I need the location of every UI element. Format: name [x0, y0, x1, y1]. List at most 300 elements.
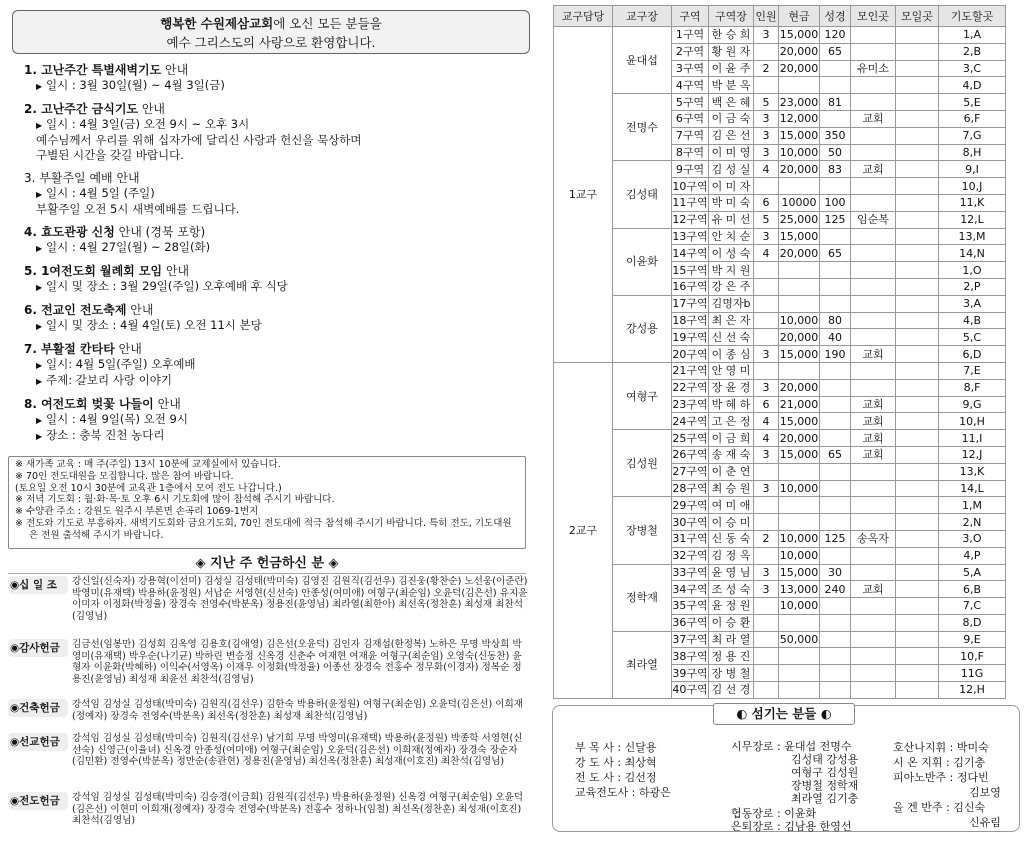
district-cell: 13구역: [672, 229, 708, 243]
district-cell: 35구역: [672, 599, 708, 613]
prayer-cell: 8,F: [939, 379, 1006, 396]
prayer-cell: 13,M: [939, 228, 1006, 245]
offering-names: 김금선(임봉만) 김성회 김옥영 김용호(김애영) 김은선(오윤덕) 김인자 김재섭(한정복) 노하은 무명 박상희 박영미(유재택) 박우순(나기균) 박하린 변승정 신옥경 신춘수 여재현 여재윤 여형구(최순임) 오영숙(신동찬) 윤형자 이윤화(박혜하) 이익수(서영옥) 이재우 이정화(박정율) 이종선 장경숙 전홍수 정무화(이경자) 정복순 정용진(윤영님) 최성재 최윤선 최찬석(김영님): [72, 639, 522, 685]
count-cell: [754, 514, 779, 531]
offering-cell: 20,000: [779, 61, 819, 75]
met-place-cell: [851, 144, 896, 161]
count-cell: [754, 463, 779, 480]
meet-place-cell: [896, 446, 939, 463]
count-cell: [754, 547, 779, 564]
bible-cell: [820, 480, 851, 497]
triangle-bullet-icon: ▶: [36, 283, 43, 292]
parish-table: [553, 5, 1006, 699]
district-leader-cell: 박 분 옥: [709, 77, 754, 94]
bible-cell: [820, 665, 851, 682]
usher-line: 장병철 정학재: [791, 779, 859, 792]
offering-cell: 15,000: [779, 414, 819, 428]
count-cell: 3: [754, 581, 779, 598]
met-place-cell: [851, 27, 896, 44]
meet-place-cell: [896, 127, 939, 144]
district-leader-cell: 송 재 숙: [709, 446, 754, 463]
prayer-cell: 11,I: [939, 430, 1006, 447]
welcome-line2: 예수 그리스도의 사랑으로 환영합니다.: [166, 35, 376, 50]
district-leader-cell: 고 은 정: [709, 413, 754, 430]
district-cell: 4구역: [672, 77, 709, 94]
prayer-cell: 10,J: [939, 178, 1006, 195]
count-cell: 3: [754, 346, 779, 363]
offering-cell: [779, 295, 820, 312]
district-cell: 27구역: [672, 465, 708, 479]
bible-cell: [820, 463, 851, 480]
table-row: [554, 27, 1006, 44]
district-leader-cell: 이 종 심: [709, 346, 754, 363]
meet-place-cell: [896, 211, 939, 228]
announcement-title-bold: 6. 전교인 전도축제: [24, 303, 127, 317]
bible-cell: [820, 648, 851, 665]
meet-place-cell: [896, 94, 939, 111]
offering-cell: [779, 178, 820, 195]
leader-cell: 정학재: [613, 564, 672, 631]
table-row: [554, 497, 1006, 514]
district-leader-cell: 유 미 선: [709, 211, 754, 228]
offering-label: ◉십 일 조: [8, 576, 68, 594]
bible-cell: [820, 278, 851, 295]
triangle-bullet-icon: ▶: [36, 416, 43, 425]
district-cell: 16구역: [672, 280, 708, 294]
bible-cell: [820, 514, 851, 531]
bible-cell: [820, 682, 851, 699]
offering-label: ◉건축헌금: [8, 699, 68, 717]
met-place-cell: [851, 245, 896, 262]
announcement-detail: [36, 279, 536, 295]
count-cell: 3: [754, 110, 779, 127]
meet-place-cell: [896, 362, 939, 379]
district-leader-cell: 신 동 숙: [709, 530, 754, 547]
district-cell: 11구역: [672, 196, 708, 210]
count-cell: 3: [754, 27, 779, 44]
offering-cell: [779, 497, 820, 514]
district-cell: 17구역: [672, 297, 708, 311]
announcement-title-bold: 2. 고난주간 금식기도: [24, 102, 139, 116]
met-place-cell: 교회: [851, 346, 896, 363]
meet-place-cell: [896, 480, 939, 497]
announcement-title: [24, 263, 536, 279]
met-place-cell: 교회: [851, 110, 896, 127]
meet-place-cell: [896, 144, 939, 161]
bible-cell: [820, 413, 851, 430]
table-row: [554, 564, 1006, 581]
announcement-item: [24, 341, 536, 389]
triangle-bullet-icon: ▶: [36, 361, 43, 370]
count-cell: [754, 278, 779, 295]
district-leader-cell: 김 정 옥: [709, 547, 754, 564]
prayer-cell: 9,I: [939, 161, 1006, 178]
announcement-detail: [36, 240, 536, 256]
met-place-cell: [851, 262, 896, 279]
announcement-detail: [36, 117, 536, 133]
offering-cell: 23,000: [779, 95, 819, 109]
bible-cell: [820, 262, 851, 279]
count-cell: 3: [754, 228, 779, 245]
table-row: [554, 94, 1006, 111]
count-cell: 3: [754, 480, 779, 497]
leader-cell: 이윤화: [613, 228, 672, 295]
bible-cell: [820, 228, 851, 245]
prayer-cell: 10,F: [939, 648, 1006, 665]
district-leader-cell: 김명자b: [709, 295, 754, 312]
prayer-cell: 6,F: [939, 110, 1006, 127]
meet-place-cell: [896, 346, 939, 363]
prayer-cell: 13,K: [939, 463, 1006, 480]
bible-cell: [820, 77, 851, 94]
met-place-cell: 교회: [851, 396, 896, 413]
district-cell: 23구역: [672, 397, 708, 411]
district-leader-cell: 이 성 숙: [709, 245, 754, 262]
prayer-cell: 6,D: [939, 346, 1006, 363]
count-cell: 3: [754, 446, 779, 463]
meet-place-cell: [896, 178, 939, 195]
announcement-title-rest: 안내: [114, 342, 142, 356]
offering-cell: 10000: [779, 194, 820, 211]
announcement-detail-text: 일시 및 장소 : 3월 29일(주일) 오후예배 후 식당: [46, 279, 288, 293]
offering-cell: [779, 648, 820, 665]
usher-line: 호산나지휘 : 박미숙: [893, 741, 989, 754]
district-leader-cell: 안 영 미: [709, 362, 754, 379]
count-cell: 6: [754, 194, 779, 211]
meet-place-cell: [896, 614, 939, 631]
announcement-item: [24, 101, 536, 163]
meet-place-cell: [896, 497, 939, 514]
district-cell: 9구역: [672, 161, 709, 178]
offering-cell: [779, 278, 820, 295]
prayer-cell: 12,H: [939, 682, 1006, 699]
church-name: 행복한 수원제삼교회: [160, 16, 274, 31]
count-cell: [754, 631, 779, 648]
header-cell: 성경: [820, 6, 851, 27]
ushers-box: [552, 705, 1020, 832]
leader-cell: 강성용: [613, 295, 672, 362]
bible-cell: 65: [820, 43, 851, 60]
district-cell: 8구역: [672, 144, 709, 161]
met-place-cell: [851, 497, 896, 514]
district-cell: 40구역: [672, 683, 708, 697]
meet-place-cell: [896, 110, 939, 127]
announcement-item: [24, 263, 536, 295]
district-cell: 20구역: [672, 347, 708, 361]
district-cell: 29구역: [672, 498, 708, 512]
count-cell: [754, 262, 779, 279]
parish-table-area: [553, 5, 1006, 699]
district-cell: 22구역: [672, 381, 708, 395]
count-cell: [754, 682, 779, 699]
announcement-title-rest: 안내 (경북 포항): [114, 225, 206, 239]
meet-place-cell: [896, 581, 939, 598]
met-place-cell: [851, 564, 896, 581]
table-row: [554, 295, 1006, 312]
offering-label: ◉전도헌금: [8, 792, 68, 810]
offering-cell: [779, 682, 820, 699]
leader-cell: 장병철: [613, 497, 672, 564]
count-cell: 4: [754, 430, 779, 447]
bible-cell: [820, 379, 851, 396]
meet-place-cell: [896, 262, 939, 279]
offering-cell: 15,000: [779, 129, 819, 143]
bible-cell: 190: [820, 346, 851, 363]
announcement-title: [24, 101, 536, 117]
prayer-cell: 7,G: [939, 127, 1006, 144]
met-place-cell: [851, 127, 896, 144]
offering-label: ◉감사헌금: [8, 639, 68, 657]
met-place-cell: [851, 682, 896, 699]
offering-cell: [779, 463, 820, 480]
bible-cell: 83: [820, 161, 851, 178]
prayer-cell: 5,A: [939, 564, 1006, 581]
leader-cell: 최라열: [613, 631, 672, 698]
prayer-cell: 2,P: [939, 278, 1006, 295]
meet-place-cell: [896, 530, 939, 547]
offering-row: [8, 733, 528, 768]
count-cell: [754, 648, 779, 665]
district-cell: 2구역: [672, 43, 709, 60]
triangle-bullet-icon: ▶: [36, 377, 43, 386]
met-place-cell: [851, 648, 896, 665]
bible-cell: 65: [820, 446, 851, 463]
offering-cell: [779, 665, 820, 682]
offering-cell: 20,000: [779, 45, 819, 59]
district-leader-cell: 이 윤 주: [709, 60, 754, 77]
prayer-cell: 12,L: [939, 211, 1006, 228]
announcement-detail: [36, 357, 536, 373]
bible-cell: [820, 497, 851, 514]
meet-place-cell: [896, 514, 939, 531]
notice-line: (토요일 오전 10시 30분에 교육관 1층에서 모여 전도 나갑니다.): [15, 482, 282, 494]
met-place-cell: [851, 194, 896, 211]
prayer-cell: 14,L: [939, 480, 1006, 497]
met-place-cell: 교회: [851, 446, 896, 463]
table-row: [554, 430, 1006, 447]
bible-cell: [820, 110, 851, 127]
district-leader-cell: 박 미 숙: [709, 194, 754, 211]
announcement-detail-text: 일시 : 4월 3일(금) 오전 9시 ~ 오후 3시: [46, 117, 250, 131]
triangle-bullet-icon: ▶: [36, 190, 43, 199]
district-cell: 32구역: [672, 549, 708, 563]
notice-line: ※ 70인 전도대원을 모집합니다. 많은 참여 바랍니다.: [15, 470, 234, 482]
offering-cell: 10,000: [779, 145, 819, 159]
prayer-cell: 9,G: [939, 396, 1006, 413]
district-cell: 38구역: [672, 649, 708, 663]
met-place-cell: 교회: [851, 430, 896, 447]
triangle-bullet-icon: ▶: [36, 322, 43, 331]
district-cell: 19구역: [672, 330, 708, 344]
triangle-bullet-icon: ▶: [36, 121, 43, 130]
district-cell: 6구역: [672, 110, 709, 127]
met-place-cell: [851, 665, 896, 682]
usher-line: 은퇴장로 : 김남용 한영선: [731, 820, 852, 833]
prayer-cell: 8,H: [939, 144, 1006, 161]
count-cell: [754, 329, 779, 346]
district-leader-cell: 강 은 주: [709, 278, 754, 295]
count-cell: 3: [754, 144, 779, 161]
district-cell: 30구역: [672, 515, 708, 529]
header-cell: 모일곳: [896, 6, 939, 27]
prayer-cell: 7,C: [939, 598, 1006, 615]
offering-cell: [779, 614, 820, 631]
district-leader-cell: 최 승 원: [709, 480, 754, 497]
offering-names: 강석임 김성실 김성태(박미숙) 김원직(김선우) 김한숙 박용하(윤정원) 여형구(최순임) 오윤덕(김은선) 이희재(정예자) 장경숙 전영수(박분옥) 최선옥(정찬훈) 최성재 최찬석(김영님): [72, 699, 524, 722]
district-leader-cell: 박 혜 하: [709, 396, 754, 413]
district-leader-cell: 장 윤 경: [709, 379, 754, 396]
notice-line: ※ 수양관 주소 : 강원도 원주시 부론면 손곡리 1069-1번지: [15, 506, 259, 518]
offering-row: [8, 792, 528, 827]
prayer-cell: 3,O: [939, 530, 1006, 547]
bible-cell: [820, 178, 851, 195]
meet-place-cell: [896, 312, 939, 329]
district-leader-cell: 황 원 자: [709, 43, 754, 60]
notice-line: ※ 저녁 기도회 : 월·화·목·토 오후 6시 기도회에 많이 참석해 주시기 바랍니다.: [15, 494, 335, 506]
bible-cell: 125: [820, 211, 851, 228]
meet-place-cell: [896, 598, 939, 615]
district-leader-cell: 조 성 숙: [709, 581, 754, 598]
usher-line: 강 도 사 : 최상혁: [575, 756, 657, 769]
announcement-detail-text: 일시 : 4월 27일(월) ~ 28일(화): [46, 240, 211, 254]
offering-names: 강신일(신숙자) 강용혁(이선미) 김성실 김성태(박미숙) 김영진 김원직(김선우) 김진웅(황찬순) 노선웅(이준란) 박영미(유재택) 박용하(윤정원) 서납순 서영현(신선숙) 안종성(여미애) 여형구(최순임) 오윤덕(김은선) 유지윤 이미자 이정화(박정율) 장경숙 전영수(박분옥) 정용진(윤영님) 최라열(최한아) 최선옥(정찬훈) 최성재 최찬석(김영님): [72, 576, 528, 622]
count-cell: [754, 497, 779, 514]
offering-label: ◉선교헌금: [8, 733, 68, 751]
offering-cell: 12,000: [779, 112, 819, 126]
announcement-title-rest: 안내: [161, 63, 189, 77]
count-cell: [754, 362, 779, 379]
district-leader-cell: 김 선 경: [709, 682, 754, 699]
announcement-detail: [36, 412, 536, 428]
prayer-cell: 1,A: [939, 27, 1006, 44]
bible-cell: 100: [820, 194, 851, 211]
met-place-cell: [851, 514, 896, 531]
count-cell: 3: [754, 564, 779, 581]
met-place-cell: [851, 614, 896, 631]
offerings-title: ◈ 지난 주 헌금하신 분 ◈: [8, 555, 526, 574]
offering-cell: 13,000: [779, 582, 819, 596]
offering-cell: 15,000: [779, 565, 819, 579]
meet-place-cell: [896, 430, 939, 447]
bible-cell: 81: [820, 94, 851, 111]
offering-cell: 50,000: [779, 633, 819, 647]
table-header-row: [554, 6, 1006, 27]
offering-row: [8, 639, 528, 685]
table-row: [554, 362, 1006, 379]
usher-line: 신유림: [969, 816, 1001, 829]
district-leader-cell: 여 미 애: [709, 497, 754, 514]
district-cell: 25구역: [672, 431, 708, 445]
announcement-title-rest: 안내: [138, 102, 166, 116]
offering-cell: 15,000: [779, 448, 819, 462]
offering-cell: 10,000: [779, 481, 819, 495]
offering-cell: 10,000: [779, 313, 819, 327]
announcement-detail-text: 일시 및 장소 : 4월 4일(토) 오전 11시 본당: [46, 318, 262, 332]
triangle-bullet-icon: ▶: [36, 432, 43, 441]
district-leader-cell: 장 병 철: [709, 665, 754, 682]
meet-place-cell: [896, 547, 939, 564]
meet-place-cell: [896, 631, 939, 648]
meet-place-cell: [896, 413, 939, 430]
count-cell: 2: [754, 530, 779, 547]
meet-place-cell: [896, 245, 939, 262]
meet-place-cell: [896, 682, 939, 699]
bible-cell: 350: [820, 127, 851, 144]
prayer-cell: 11,K: [939, 194, 1006, 211]
met-place-cell: [851, 362, 896, 379]
district-cell: 37구역: [672, 633, 708, 647]
announcement-detail-text: 일시 : 4월 5일 (주일): [46, 186, 155, 200]
meet-place-cell: [896, 564, 939, 581]
ushers-col2: [731, 740, 858, 833]
leader-cell: 윤대섭: [613, 27, 672, 94]
meet-place-cell: [896, 194, 939, 211]
district-cell: 14구역: [672, 246, 708, 260]
district-leader-cell: 윤 영 님: [709, 564, 754, 581]
meet-place-cell: [896, 463, 939, 480]
district-cell: 39구역: [672, 666, 708, 680]
offering-cell: 25,000: [779, 213, 819, 227]
count-cell: [754, 598, 779, 615]
offering-cell: 10,000: [779, 599, 819, 613]
met-place-cell: [851, 278, 896, 295]
district-cell: 31구역: [672, 532, 708, 546]
left-column: [8, 10, 536, 451]
offering-cell: 20,000: [779, 246, 819, 260]
notice-box: [8, 456, 526, 549]
bible-cell: 50: [820, 144, 851, 161]
district-cell: 26구역: [672, 448, 708, 462]
count-cell: [754, 178, 779, 195]
announcement-item: [24, 302, 536, 334]
prayer-cell: 5,C: [939, 329, 1006, 346]
announcement-item: [24, 224, 536, 256]
district-leader-cell: 백 은 혜: [709, 94, 754, 111]
offering-cell: 10,000: [779, 549, 819, 563]
announcement-title: [24, 62, 536, 78]
announcement-title: [24, 341, 536, 357]
offering-names: 강석임 김성실 김성태(박미숙) 김원직(김선우) 남기희 무명 박영미(유재택) 박용하(윤정원) 박종학 서영현(신선숙) 신영근(이율녀) 신옥경 안종성(여미애) 여형구(최순임) 오윤덕(김은선) 이희재(정예자) 장경숙 장순자(김민환) 전영수(박분옥) 정만순(송관현) 정용진(윤영님) 최선옥(정찬훈) 최성재(이호진) 최찬석(김영님): [72, 733, 523, 768]
announcement-title-rest: 안내: [162, 264, 190, 278]
announcement-title: [24, 170, 536, 186]
offering-row: [8, 699, 528, 722]
leader-cell: 김성원: [613, 430, 672, 497]
header-cell: 교구담당: [554, 6, 613, 27]
district-cell: 24구역: [672, 414, 708, 428]
district-leader-cell: 박 지 원: [709, 262, 754, 279]
met-place-cell: 교회: [851, 581, 896, 598]
district-leader-cell: 신 선 숙: [709, 329, 754, 346]
prayer-cell: 10,H: [939, 413, 1006, 430]
bible-cell: [820, 295, 851, 312]
offering-cell: 15,000: [779, 347, 819, 361]
district-leader-cell: 최 은 자: [709, 312, 754, 329]
count-cell: [754, 614, 779, 631]
announcements: [8, 62, 536, 444]
prayer-cell: 6,B: [939, 581, 1006, 598]
usher-line: 최라열 김기충: [791, 792, 859, 805]
offering-cell: 10,000: [779, 532, 819, 546]
announcement-detail: [36, 373, 536, 389]
prayer-cell: 9,E: [939, 631, 1006, 648]
usher-line: 김성태 강성용: [791, 753, 859, 766]
header-cell: 현금: [779, 6, 820, 27]
bible-cell: 80: [820, 312, 851, 329]
announcement-detail-text: 장소 : 충북 진천 농다리: [46, 428, 165, 442]
offering-cell: 20,000: [779, 162, 819, 176]
ushers-title: ◐ 섬기는 분들 ◐: [713, 703, 855, 725]
prayer-cell: 14,N: [939, 245, 1006, 262]
